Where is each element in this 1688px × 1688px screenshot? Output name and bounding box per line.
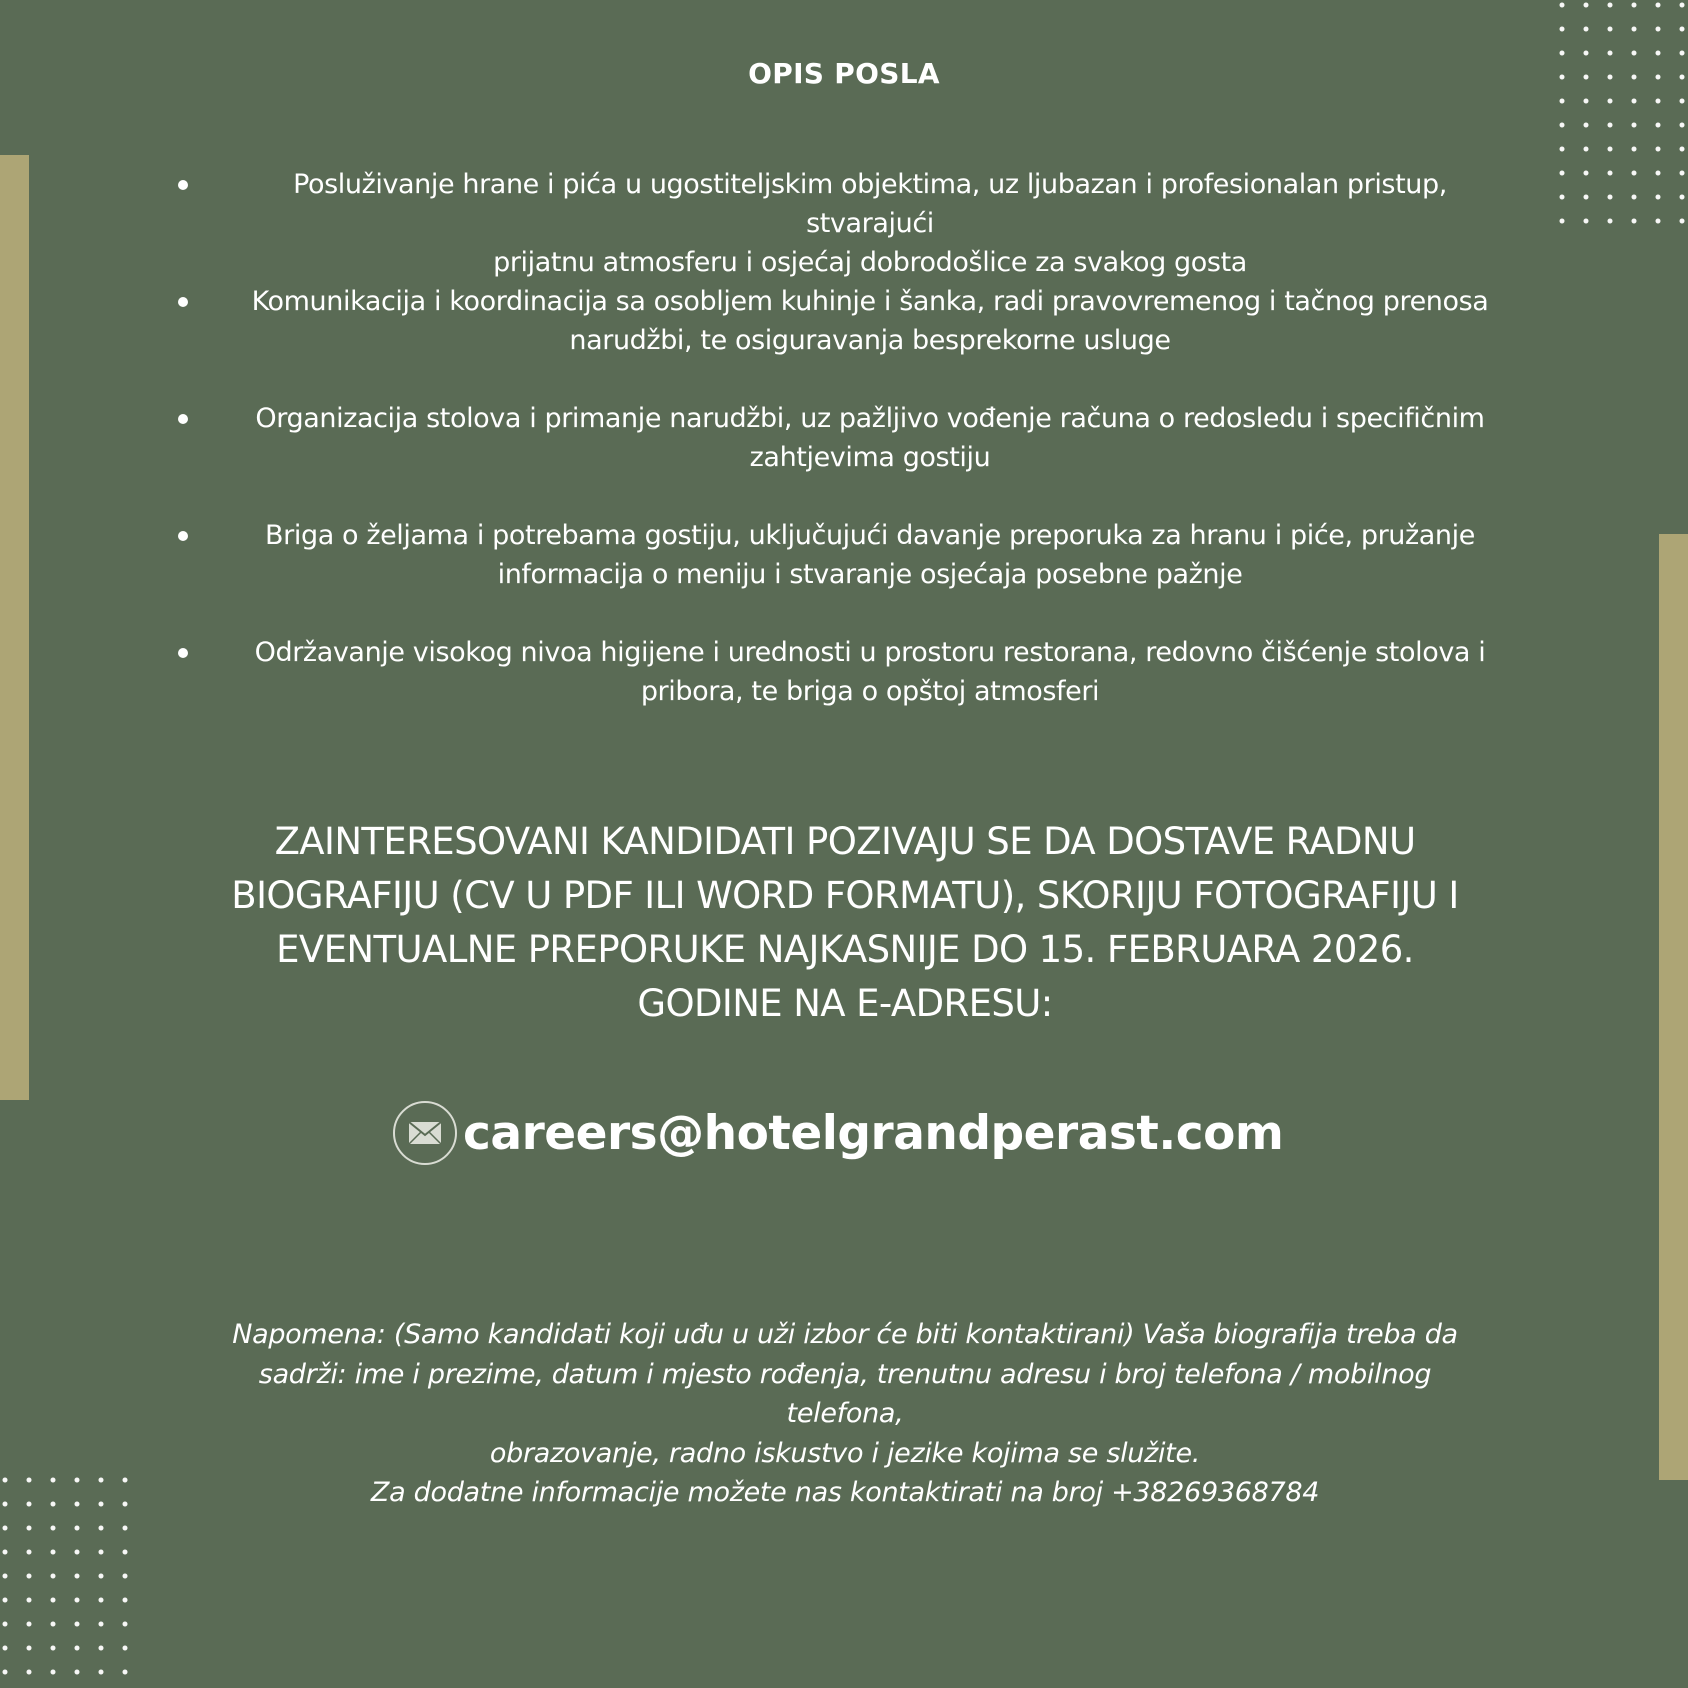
bullet-icon: [178, 414, 188, 424]
contact-email-row: [393, 1098, 1283, 1168]
note-line: Za dodatne informacije možete nas kontaktirati na broj +38269368784: [370, 1477, 1320, 1508]
bullet-icon: [178, 180, 188, 190]
call-to-action-line: EVENTUALNE PREPORUKE NAJKASNIJE DO 15. FEBRUARA 2026.: [276, 928, 1414, 971]
duty-text-line: Komunikacija i koordinacija sa osobljem kuhinje i šanka, radi pravovremenog i tačnog prenosa: [251, 286, 1489, 317]
call-to-action-line: GODINE NA E-ADRESU:: [637, 982, 1053, 1025]
duty-text-line: Posluživanje hrane i pića u ugostiteljskim objektima, uz ljubazan i profesionalan pristup, stvarajući: [293, 169, 1447, 239]
duty-text-line: Organizacija stolova i primanje narudžbi, uz pažljivo vođenje računa o redosledu i specifičnim: [255, 403, 1485, 434]
duty-item: [160, 165, 1510, 278]
duty-text-line: zahtjevima gostiju: [749, 442, 991, 473]
duty-item: [160, 399, 1510, 477]
note-line: sadrži: ime i prezime, datum i mjesto rođenja, trenutnu adresu i broj telefona / mobilnog telefona,: [258, 1358, 1432, 1429]
dot-pattern-bottom-left: [0, 1468, 135, 1688]
note-paragraph: [200, 1315, 1490, 1513]
duty-item: [160, 516, 1510, 594]
note-line: Napomena: (Samo kandidati koji uđu u uži izbor će biti kontaktirani) Vaša biografija treba da: [232, 1319, 1458, 1350]
duty-text-line: pribora, te briga o opštoj atmosferi: [640, 676, 1100, 707]
bullet-icon: [178, 531, 188, 541]
duty-item: [160, 633, 1510, 711]
dot-pattern-top-right: [1550, 0, 1688, 240]
duty-text-line: Održavanje visokog nivoa higijene i urednosti u prostoru restorana, redovno čišćenje stolova i: [254, 637, 1486, 668]
duties-list: [160, 165, 1510, 750]
call-to-action: [200, 815, 1490, 1031]
call-to-action-line: BIOGRAFIJU (CV U PDF ILI WORD FORMATU), SKORIJU FOTOGRAFIJU I: [231, 874, 1459, 917]
email-address-link[interactable]: careers@hotelgrandperast.com: [463, 1105, 1284, 1161]
duty-text-line: Briga o željama i potrebama gostiju, uključujući davanje preporuka za hranu i piće, pružanje: [265, 520, 1475, 551]
section-heading: OPIS POSLA: [748, 57, 940, 90]
envelope-icon: [393, 1101, 457, 1165]
note-line: obrazovanje, radno iskustvo i jezike kojima se služite.: [489, 1437, 1201, 1469]
duty-item: [160, 282, 1510, 360]
bullet-icon: [178, 297, 188, 307]
call-to-action-line: ZAINTERESOVANI KANDIDATI POZIVAJU SE DA DOSTAVE RADNU: [274, 820, 1416, 863]
duty-text-line: prijatnu atmosferu i osjećaj dobrodošlice za svakog gosta: [493, 247, 1247, 278]
accent-bar-left: [0, 155, 29, 1100]
duty-text-line: informacija o meniju i stvaranje osjećaja posebne pažnje: [497, 559, 1243, 590]
accent-bar-right: [1659, 534, 1688, 1480]
bullet-icon: [178, 648, 188, 658]
duty-text-line: narudžbi, te osiguravanja besprekorne usluge: [569, 325, 1171, 356]
